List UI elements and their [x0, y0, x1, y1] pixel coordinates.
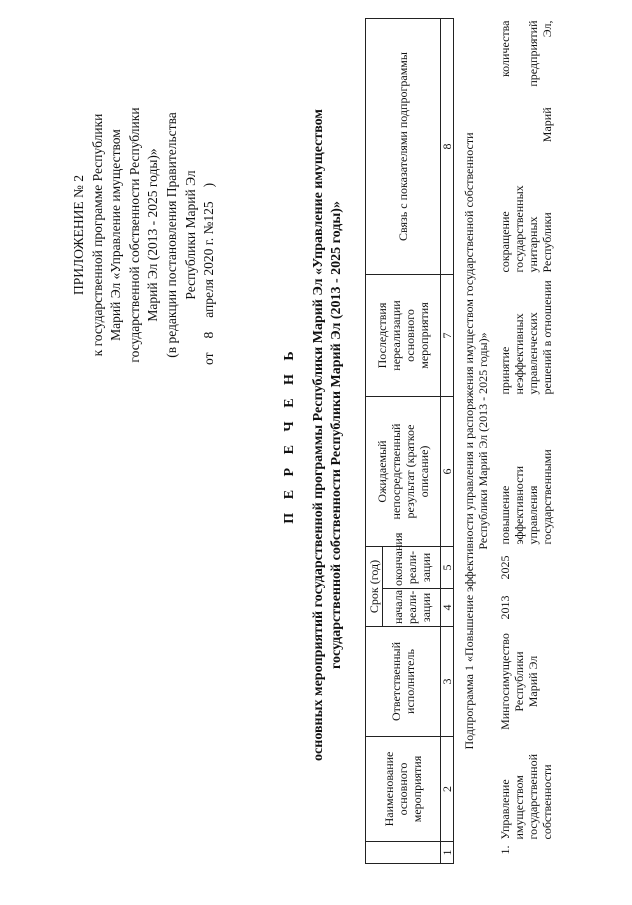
row-name-line: собственности	[540, 764, 554, 840]
subprogram-row	[454, 19, 497, 864]
column-number: 7	[441, 275, 454, 397]
date-prefix: от	[201, 352, 217, 365]
row-name	[496, 737, 554, 842]
row-name-line: государственной	[526, 753, 540, 840]
column-number: 6	[441, 397, 454, 547]
header-name: Наименование основного мероприятия	[366, 737, 441, 842]
appendix-line: государственной собственности Республики	[126, 107, 142, 363]
subprogram-line-1: Подпрограмма 1 «Повышение эффективности управления и распоряжения имуществом государственной собственности	[462, 132, 476, 750]
row-link-line: сокращение количества	[498, 20, 512, 273]
row-name-line: Управление	[498, 779, 512, 840]
row-consequences-line: принятие	[498, 346, 512, 395]
heading-line-1: основных мероприятий государственной программы Республики Марий Эл «Управление имуществом	[311, 109, 326, 761]
header-consequences: Последствия нереализации основного мероприятия	[366, 275, 441, 397]
row-number: 1.	[498, 845, 512, 855]
measures-table	[365, 18, 554, 864]
row-result-line: повышение	[498, 485, 512, 545]
appendix-line: к государственной программе Республики	[89, 113, 105, 357]
row-result-line: государственными	[540, 449, 554, 545]
row-start-year: 2013	[498, 595, 512, 620]
appendix-block	[70, 55, 219, 415]
header-start: начала реали-зации	[383, 589, 441, 627]
header-executor: Ответственный исполнитель	[366, 627, 441, 737]
row-end-year: 2025	[498, 555, 512, 580]
column-number: 5	[441, 547, 454, 589]
header-number	[366, 842, 441, 864]
row-link-line: унитарных предприятий	[526, 20, 540, 273]
appendix-line: ПРИЛОЖЕНИЕ № 2	[71, 174, 86, 296]
column-number: 8	[441, 19, 454, 275]
row-consequences-line: управленческих	[526, 312, 540, 395]
appendix-line: Республики Марий Эл	[182, 170, 198, 300]
appendix-line: (в редакции постановления Правительства	[163, 112, 179, 358]
row-result	[496, 397, 554, 547]
row-result-line: управления	[526, 485, 540, 545]
heading-line-2: государственной собственности Республики Марий Эл (2013 - 2025 годы)»	[329, 201, 344, 669]
column-number: 2	[441, 737, 454, 842]
row-link	[496, 19, 554, 275]
appendix-line: Марий Эл «Управление имуществом	[108, 129, 124, 341]
header-term: Срок (год)	[366, 547, 383, 627]
column-number-row	[441, 19, 454, 864]
row-executor-line: Республики	[512, 651, 526, 712]
subprogram-line-2: Республики Марий Эл (2013 - 2025 годы)»	[476, 332, 490, 550]
column-number: 3	[441, 627, 454, 737]
date-rest: апреля 2020 г. №125	[201, 201, 217, 318]
row-consequences-line: решений в отношении	[540, 280, 554, 395]
document-heading	[282, 45, 346, 825]
header-link: Связь с показателями подпрограммы	[366, 19, 441, 275]
row-executor-line: Марий Эл	[526, 655, 540, 708]
appendix-line: Марий Эл (2013 - 2025 годы)»	[145, 148, 161, 322]
header-end: окончания реали-зации	[383, 547, 441, 589]
row-executor	[496, 627, 554, 737]
column-number: 1	[441, 842, 454, 864]
date-day: 8	[201, 331, 217, 339]
row-consequences-line: неэффективных	[512, 313, 526, 395]
subprogram-title	[454, 19, 497, 864]
row-consequences	[496, 275, 554, 397]
row-link-line: Республики Марий Эл,	[540, 20, 554, 273]
row-executor-line: Мингосимущество	[498, 633, 512, 730]
appendix-date-line	[200, 55, 219, 415]
row-link-line: государственных	[512, 185, 526, 273]
header-result: Ожидаемый непосредственный результат (краткое описание)	[366, 397, 441, 547]
heading-title: П Е Р Е Ч Е Н Ь	[282, 346, 297, 524]
column-number: 4	[441, 589, 454, 627]
row-name-line: имуществом	[512, 775, 526, 840]
table-row	[496, 19, 554, 864]
date-close: )	[201, 182, 217, 188]
row-result-line: эффективности	[512, 465, 526, 545]
